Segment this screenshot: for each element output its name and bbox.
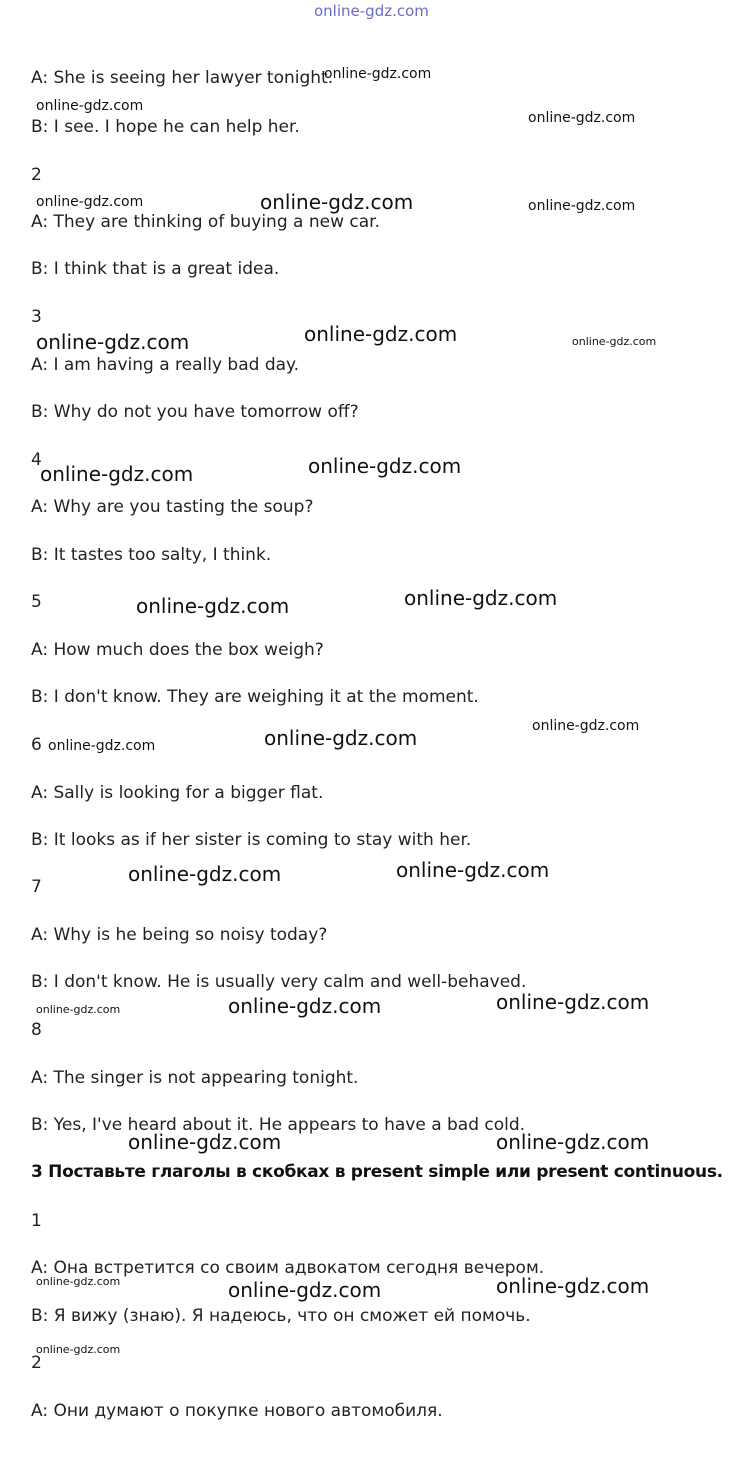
dialogue-line: A: I am having a really bad day.	[31, 355, 300, 375]
dialogue-line: B: I see. I hope he can help her.	[31, 117, 300, 137]
watermark: online-gdz.com	[324, 66, 432, 82]
item-number: 2	[31, 1353, 42, 1373]
watermark: online-gdz.com	[528, 198, 636, 214]
item-number: 5	[31, 592, 42, 612]
item-number: 8	[31, 1020, 42, 1040]
dialogue-line: A: The singer is not appearing tonight.	[31, 1068, 359, 1088]
watermark: online-gdz.com	[48, 738, 156, 754]
watermark: online-gdz.com	[396, 858, 550, 882]
dialogue-line: A: How much does the box weigh?	[31, 640, 324, 660]
dialogue-line: B: It tastes too salty, I think.	[31, 545, 272, 565]
dialogue-line: B: Why do not you have tomorrow off?	[31, 402, 359, 422]
watermark: online-gdz.com	[128, 1130, 282, 1154]
watermark: online-gdz.com	[496, 990, 650, 1014]
dialogue-line: A: Sally is looking for a bigger flat.	[31, 783, 324, 803]
watermark: online-gdz.com	[36, 194, 144, 210]
watermark: online-gdz.com	[36, 1343, 121, 1356]
dialogue-line: B: I don't know. He is usually very calm and well-behaved.	[31, 972, 527, 992]
item-number: 3	[31, 307, 42, 327]
dialogue-line: B: It looks as if her sister is coming to stay with her.	[31, 830, 472, 850]
item-number: 1	[31, 1211, 42, 1231]
watermark: online-gdz.com	[36, 330, 190, 354]
watermark: online-gdz.com	[528, 110, 636, 126]
watermark: online-gdz.com	[228, 994, 382, 1018]
item-number: 7	[31, 877, 42, 897]
dialogue-line: A: Why is he being so noisy today?	[31, 925, 328, 945]
watermark: online-gdz.com	[40, 462, 194, 486]
watermark: online-gdz.com	[264, 726, 418, 750]
watermark: online-gdz.com	[532, 718, 640, 734]
watermark: online-gdz.com	[136, 594, 290, 618]
dialogue-line: B: I think that is a great idea.	[31, 259, 280, 279]
watermark: online-gdz.com	[128, 862, 282, 886]
dialogue-line: B: Yes, I've heard about it. He appears to have a bad cold.	[31, 1115, 526, 1135]
watermark: online-gdz.com	[36, 1275, 121, 1288]
dialogue-line: A: Она встретится со своим адвокатом сегодня вечером.	[31, 1258, 545, 1278]
watermark: online-gdz.com	[572, 335, 657, 348]
watermark: online-gdz.com	[304, 322, 458, 346]
watermark: online-gdz.com	[228, 1278, 382, 1302]
watermark: online-gdz.com	[404, 586, 558, 610]
dialogue-line: A: They are thinking of buying a new car.	[31, 212, 380, 232]
dialogue-line: B: I don't know. They are weighing it at the moment.	[31, 687, 479, 707]
watermark: online-gdz.com	[260, 190, 414, 214]
watermark: online-gdz.com	[496, 1274, 650, 1298]
watermark: online-gdz.com	[36, 1003, 121, 1016]
dialogue-line: A: Они думают о покупке нового автомобиля.	[31, 1401, 443, 1421]
item-number: 2	[31, 165, 42, 185]
dialogue-line: A: She is seeing her lawyer tonight.	[31, 68, 334, 88]
watermark: online-gdz.com	[308, 454, 462, 478]
header-watermark: online-gdz.com	[314, 2, 429, 20]
item-number: 6	[31, 735, 42, 755]
dialogue-line: B: Я вижу (знаю). Я надеюсь, что он сможет ей помочь.	[31, 1306, 531, 1326]
watermark: online-gdz.com	[496, 1130, 650, 1154]
watermark: online-gdz.com	[36, 98, 144, 114]
dialogue-line: A: Why are you tasting the soup?	[31, 497, 314, 517]
item-number: 4	[31, 450, 42, 470]
section-heading: 3 Поставьте глаголы в скобках в present simple или present continuous.	[31, 1162, 723, 1182]
